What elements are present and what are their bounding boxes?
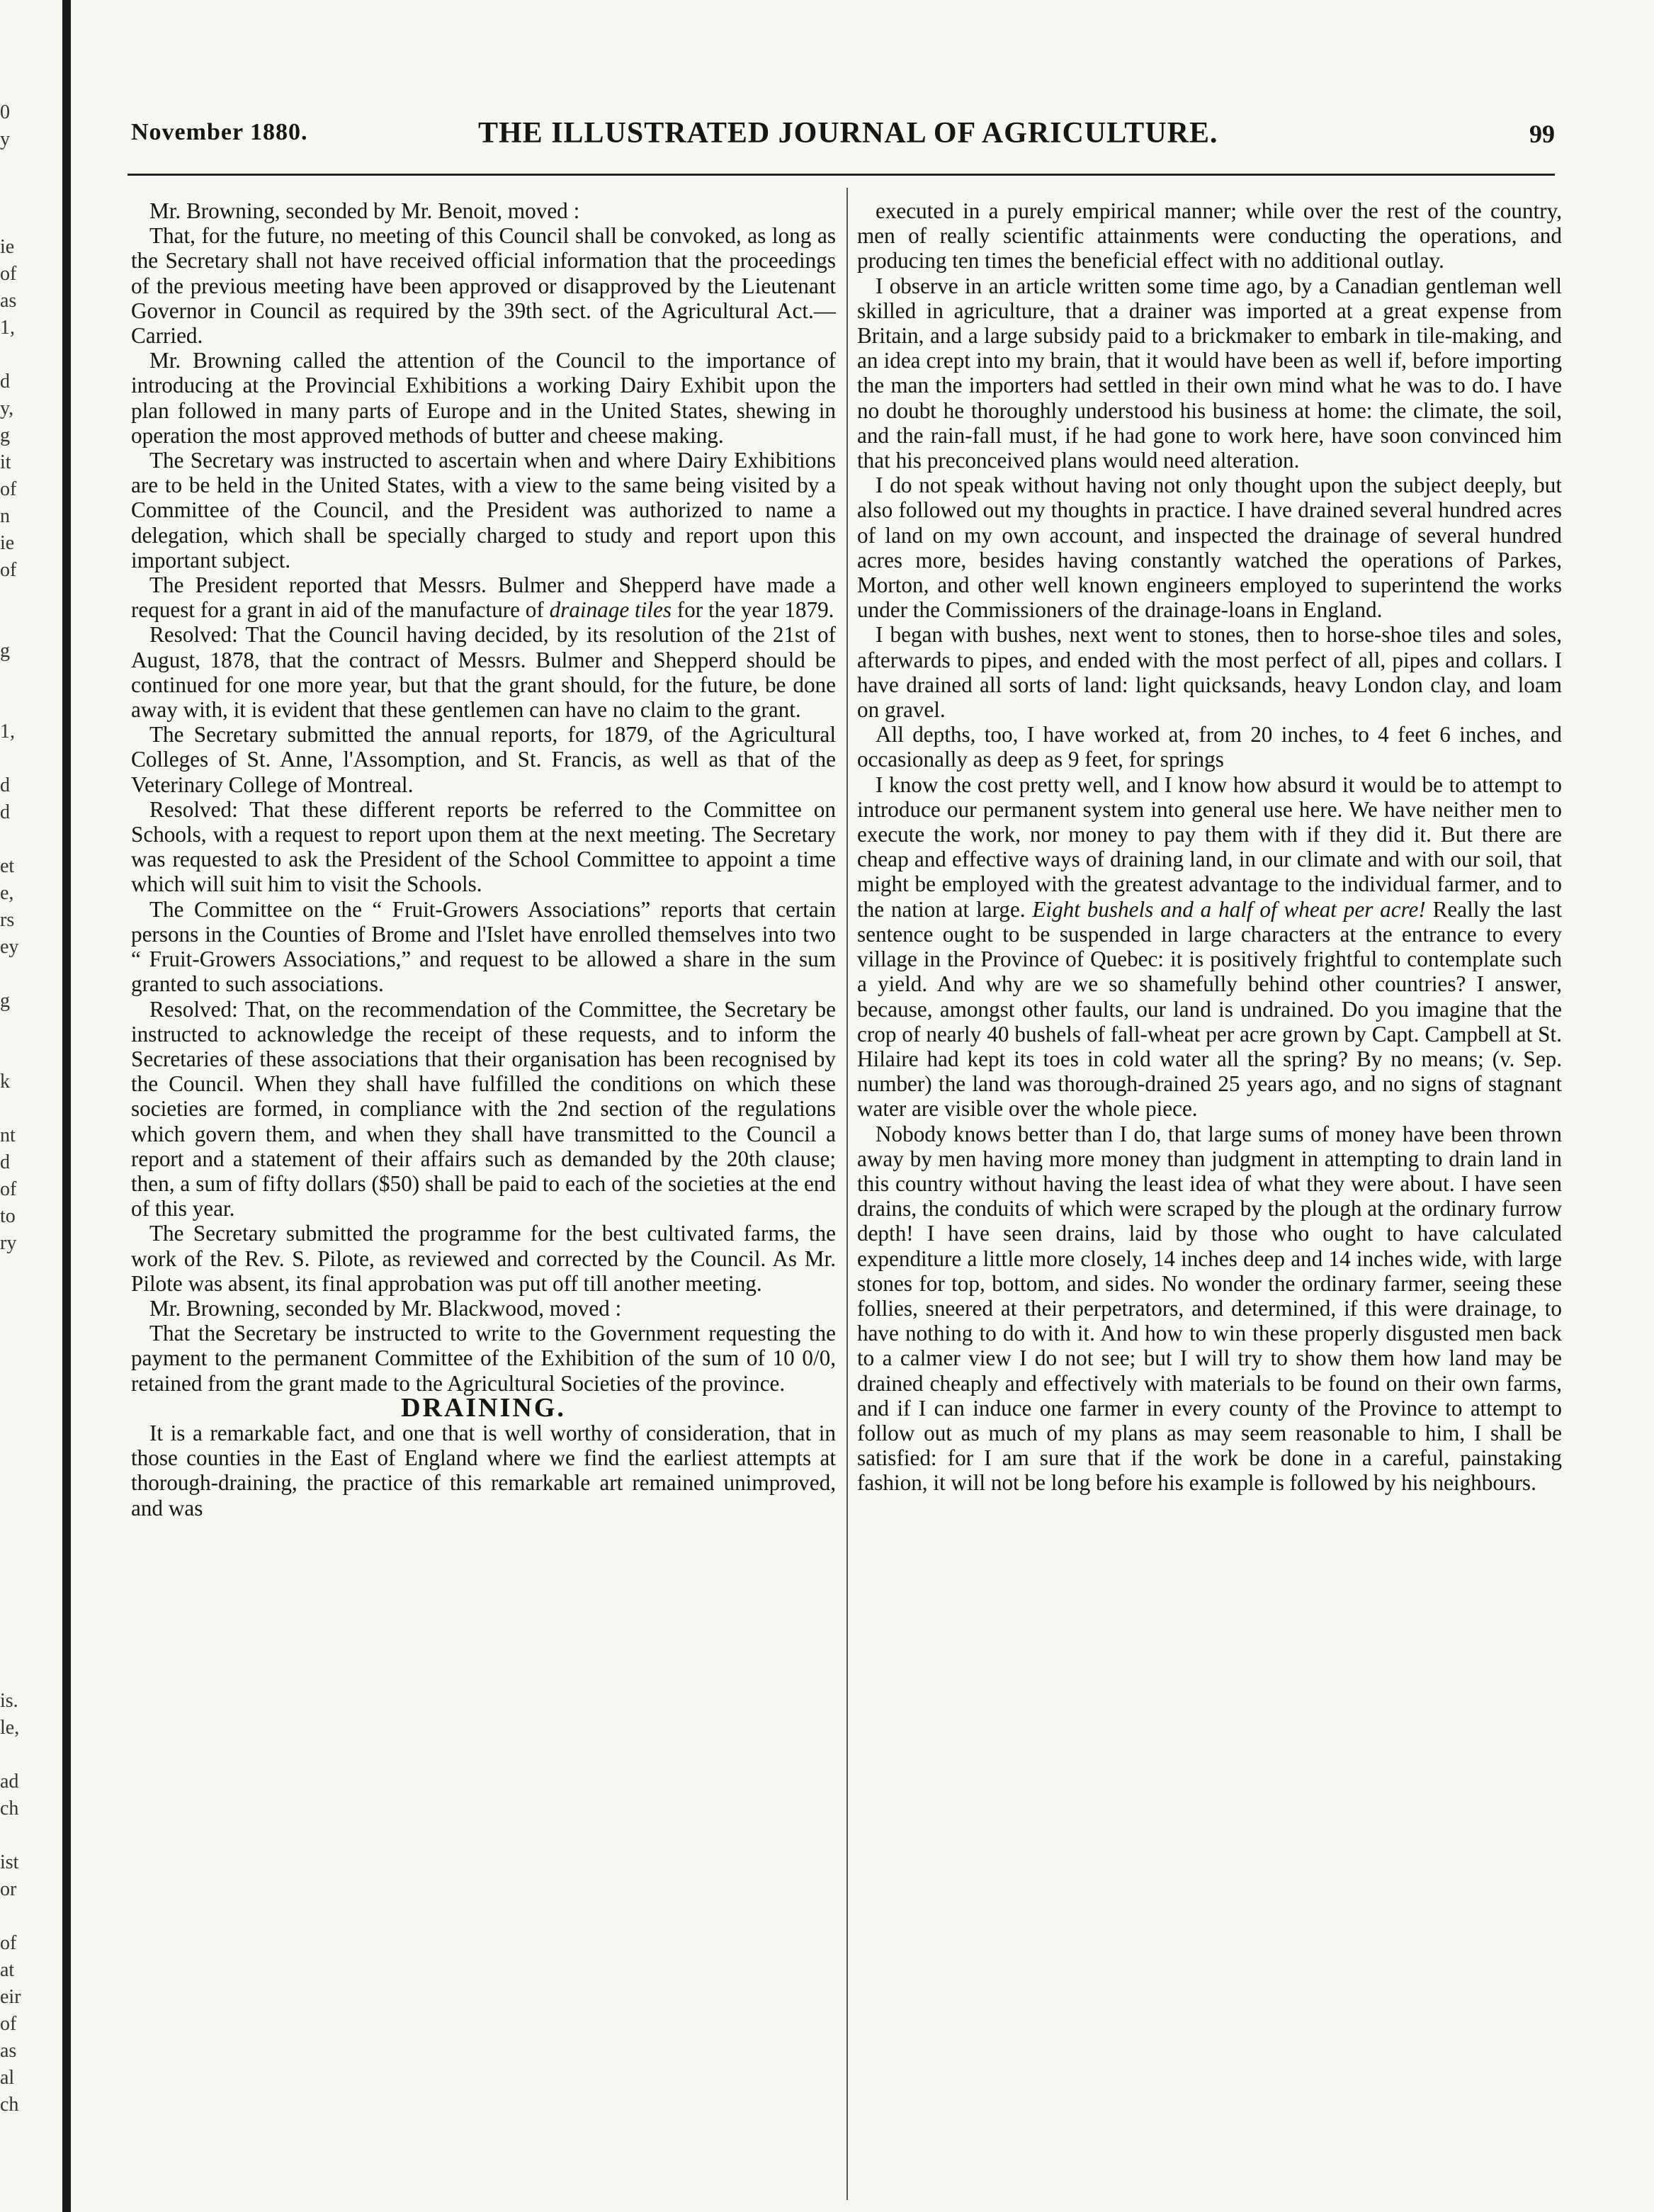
- paragraph-text: I know the cost pretty well, and I know how absurd it would be to attempt to introduce our permanent system into general use here. We have neither men to execute the work, nor money to pay them with if they did it. But there are cheap and effective ways of draining land, in our climate and with our soil, that might be employed with the greatest advantage to the individual farmer, and to the nation at large.: [857, 772, 1562, 922]
- paragraph: That the Secretary be instructed to write to the Government requesting the payment to the permanent Committee of the Exhibition of the sum of 10 0/0, retained from the grant made to the Agricultural Societies of the province.: [131, 1321, 836, 1396]
- edge-fragment: [0, 1338, 57, 1365]
- paragraph: [857, 772, 1562, 1122]
- edge-fragment: of: [0, 1932, 17, 1954]
- edge-fragment: is.: [0, 1690, 18, 1712]
- edge-fragment: [0, 1472, 57, 1499]
- edge-fragment: 1,: [0, 721, 15, 743]
- edge-fragment: [0, 1015, 57, 1042]
- edge-fragment: [0, 1392, 57, 1418]
- edge-fragment: [0, 1607, 57, 1634]
- edge-fragment: [0, 692, 57, 718]
- edge-fragment: [0, 153, 57, 180]
- edge-fragment: d: [0, 801, 10, 823]
- page-header: [131, 113, 1555, 156]
- edge-fragment: g: [0, 424, 10, 446]
- edge-fragment: [0, 1526, 57, 1553]
- edge-fragment: [0, 665, 57, 692]
- edge-fragment: 0: [0, 101, 10, 123]
- edge-fragment: n: [0, 505, 10, 527]
- edge-fragment: [0, 1742, 57, 1768]
- edge-fragment: [0, 180, 57, 207]
- paragraph: The Secretary submitted the annual reports, for 1879, of the Agricultural Colleges of St. Anne, l'Assomption, and St. Francis, as well as that of the Veterinary College of Montreal.: [131, 722, 836, 797]
- edge-fragment: [0, 1257, 57, 1284]
- right-column: [857, 198, 1562, 1496]
- edge-fragment: [0, 1580, 57, 1607]
- edge-fragment: k: [0, 1071, 10, 1093]
- edge-fragment: ie: [0, 236, 15, 258]
- edge-fragment: [0, 1903, 57, 1930]
- column-divider: [846, 188, 848, 2200]
- paragraph: Mr. Browning, seconded by Mr. Benoit, moved :: [149, 198, 580, 223]
- edge-fragment: d: [0, 371, 10, 393]
- edge-fragment: as: [0, 290, 17, 312]
- edge-fragment: ry: [0, 1232, 17, 1254]
- edge-fragment: ie: [0, 532, 15, 554]
- paragraph: Resolved: That, on the recommendation of the Committee, the Secretary be instructed to acknowledge the receipt of these requests, and to inform the Secretaries of these associations that their organisation has been recognised by the Council. When they shall have fulfilled the conditions on which these societies are formed, in compliance with the 2nd section of the regulations which govern them, and when they shall have transmitted to the Council a report and a statement of their affairs such as demanded by the 20th clause; then, a sum of fifty dollars ($50) shall be paid to each of the societies at the end of this year.: [131, 996, 836, 1221]
- paragraph: Mr. Browning called the attention of the Council to the importance of introducing at the Provincial Exhibitions a working Dairy Exhibit upon the plan followed in many parts of Europe and in the United States, shewing in operation the most approved methods of butter and cheese making.: [131, 348, 836, 448]
- edge-fragment: it: [0, 451, 11, 473]
- paragraph-text: for the year 1879.: [671, 597, 834, 623]
- edge-fragment: of: [0, 559, 17, 581]
- edge-fragment: [0, 1042, 57, 1068]
- edge-fragment: [0, 1284, 57, 1311]
- edge-fragment: [0, 1822, 57, 1849]
- edge-fragment: [0, 1311, 57, 1338]
- paragraph: [131, 572, 836, 622]
- paragraph-text: Really the last sentence ought to be suspended in large characters at the entrance to every village in the Province of Quebec: it is positively frightful to contemplate such a yield. And why are we so shamefully behind other countries? I answer, because, amongst other faults, our land is undrained. Do you imagine that the crop of nearly 40 bushels of fall-wheat per acre grown by Capt. Campbell at St. Hilaire had kept its toes in cold water all the spring? By no means; (v. Sep. number) the land was thorough-drained 25 years ago, and no signs of stagnant water are visible over the whole piece.: [857, 896, 1563, 1122]
- edge-fragment: [0, 1553, 57, 1580]
- edge-fragment: of: [0, 478, 17, 500]
- paragraph: The Secretary submitted the programme for the best cultivated farms, the work of the Rev. S. Pilote, as reviewed and corrected by the Council. As Mr. Pilote was absent, its final approbation was put off till another meeting.: [131, 1221, 836, 1296]
- paragraph: It is a remarkable fact, and one that is well worthy of consideration, that in those counties in the East of England where we find the earliest attempts at thorough-draining, the practice of this remarkable art remained unimproved, and was: [131, 1420, 836, 1520]
- edge-fragment: [0, 1095, 57, 1122]
- edge-fragment: [0, 207, 57, 234]
- header-rule: [128, 174, 1555, 176]
- edge-fragment: [0, 611, 57, 638]
- edge-fragment: [0, 584, 57, 611]
- paragraph: The Secretary was instructed to ascertain when and where Dairy Exhibitions are to be held in the United States, with a view to the same being visited by a Committee of the Council, and the President was authorized to name a delegation, which shall be specially charged to study and report upon this important subject.: [131, 448, 836, 572]
- header-date: November 1880.: [131, 119, 308, 145]
- journal-title: THE ILLUSTRATED JOURNAL OF AGRICULTURE.: [478, 117, 1218, 149]
- edge-fragment: [0, 1365, 57, 1392]
- edge-fragment: et: [0, 855, 15, 877]
- previous-page-edge-fragments: [0, 99, 57, 2154]
- edge-fragment: ch: [0, 1798, 19, 1819]
- paragraph: All depths, too, I have worked at, from 20 inches, to 4 feet 6 inches, and occasionally as deep as 9 feet, for springs: [857, 722, 1562, 772]
- edge-fragment: to: [0, 1205, 16, 1227]
- edge-fragment: at: [0, 1959, 15, 1981]
- edge-fragment: [0, 826, 57, 853]
- section-title: DRAINING.: [401, 1392, 566, 1423]
- edge-fragment: [0, 342, 57, 368]
- edge-fragment: [0, 1418, 57, 1445]
- edge-fragment: ist: [0, 1851, 19, 1873]
- edge-fragment: y: [0, 128, 10, 150]
- edge-fragment: [0, 1634, 57, 1661]
- paragraph: That, for the future, no meeting of this Council shall be convoked, as long as the Secretary shall not have received official information that the proceedings of the previous meeting have been approved or disapproved by the Lieutenant Governor in Council as required by the 39th sect. of the Agricultural Act.—Carried.: [131, 223, 836, 349]
- paragraph: Nobody knows better than I do, that large sums of money have been thrown away by men having more money than judgment in attempting to drain land in this country without having the least idea of what they were about. I have seen drains, the conduits of which were scraped by the plough at the ordinary furrow depth! I have seen drains, laid by those who ought to have calculated expenditure a little more closely, 14 inches deep and 14 inches wide, with large stones for top, bottom, and sides. No wonder the ordinary farmer, seeing these follies, sneered at their perpetrators, and determined, if this were drainage, to have nothing to do with it. And how to win these properly disgusted men back to a calmer view I do not see; but I will try to show them how land may be drained cheaply and effectively with materials to be found on their own farms, and if I can induce one farmer in every county of the Province to attempt to follow out as much of my plans as may seem reasonable to him, I shall be satisfied: for I am sure that if the work be done in a careful, painstaking fashion, it will not be long before his example is followed by his neighbours.: [857, 1121, 1562, 1496]
- edge-fragment: eir: [0, 1986, 21, 2008]
- page-number: 99: [1529, 120, 1555, 148]
- edge-fragment: [0, 1661, 57, 1688]
- paragraph: Resolved: That the Council having decided, by its resolution of the 21st of August, 1878, that the contract of Messrs. Bulmer and Shepperd should be continued for one more year, but that the grant should, for the future, be done away with, it is evident that these gentlemen can have no claim to the grant.: [131, 622, 836, 723]
- edge-fragment: [0, 1499, 57, 1526]
- paragraph: Mr. Browning, seconded by Mr. Blackwood, moved :: [149, 1295, 622, 1321]
- edge-fragment: g: [0, 990, 10, 1012]
- edge-fragment: ch: [0, 2094, 19, 2116]
- paragraph: I began with bushes, next went to stones, then to horse-shoe tiles and soles, afterwards to pipes, and ended with the most perfect of all, pipes and collars. I have drained all sorts of land: light quicksands, heavy London clay, and loam on gravel.: [857, 622, 1562, 723]
- paragraph: executed in a purely empirical manner; while over the rest of the country, men of really scientific attainments were conducting the operations, and producing ten times the beneficial effect with no additional outlay.: [857, 198, 1562, 273]
- edge-fragment: ey: [0, 936, 19, 958]
- edge-fragment: [0, 1445, 57, 1472]
- edge-fragment: as: [0, 2040, 17, 2062]
- edge-fragment: rs: [0, 909, 15, 931]
- paragraph: I do not speak without having not only thought upon the subject deeply, but also followed out my thoughts in practice. I have drained several hundred acres of land on my own account, and inspected the drainage of several hundred acres more, besides having constantly watched the operations of Parkes, Morton, and other well known engineers employed to superintend the works under the Commissioners of the drainage-loans in England.: [857, 473, 1562, 623]
- paragraph: I observe in an article written some time ago, by a Canadian gentleman well skilled in agriculture, that a drainer was imported at a great expense from Britain, and a large subsidy paid to a brickmaker to embark in tile-making, and an idea crept into my brain, that it would have been as well if, before importing the man the importers had settled in their own mind what he was to do. I have no doubt he thoroughly understood his business at home: the climate, the soil, and the rain-fall must, if he had gone to work here, have soon convinced him that his preconceived plans would need alteration.: [857, 273, 1562, 473]
- left-column: [131, 198, 836, 1520]
- edge-fragment: of: [0, 1178, 17, 1200]
- page-binding-edge: [62, 0, 71, 2212]
- edge-fragment: or: [0, 1878, 17, 1900]
- edge-fragment: g: [0, 640, 10, 662]
- edge-fragment: al: [0, 2067, 15, 2089]
- edge-fragment: [0, 961, 57, 988]
- italic-term: drainage tiles: [549, 597, 672, 623]
- paragraph: The Committee on the “ Fruit-Growers Associations” reports that certain persons in the Counties of Brome and l'Islet have enrolled themselves into two “ Fruit-Growers Associations,” and request to be allowed a share in the sum granted to such associations.: [131, 896, 836, 997]
- edge-fragment: of: [0, 263, 17, 285]
- paragraph-text: The President reported that Messrs. Bulmer and Shepperd have made a request for a grant in aid of the manufacture of: [131, 572, 836, 623]
- edge-fragment: le,: [0, 1717, 20, 1739]
- edge-fragment: y,: [0, 397, 14, 419]
- edge-fragment: [0, 745, 57, 772]
- edge-fragment: ad: [0, 1771, 19, 1793]
- italic-phrase: Eight bushels and a half of wheat per acre!: [1032, 896, 1426, 922]
- edge-fragment: of: [0, 2013, 17, 2035]
- edge-fragment: nt: [0, 1124, 16, 1146]
- edge-fragment: 1,: [0, 317, 15, 339]
- edge-fragment: e,: [0, 882, 14, 904]
- paragraph: Resolved: That these different reports be referred to the Committee on Schools, with a request to report upon them at the next meeting. The Secretary was requested to ask the President of the School Committee to appoint a time which will suit him to visit the Schools.: [131, 796, 836, 897]
- edge-fragment: d: [0, 1151, 10, 1173]
- edge-fragment: d: [0, 774, 10, 796]
